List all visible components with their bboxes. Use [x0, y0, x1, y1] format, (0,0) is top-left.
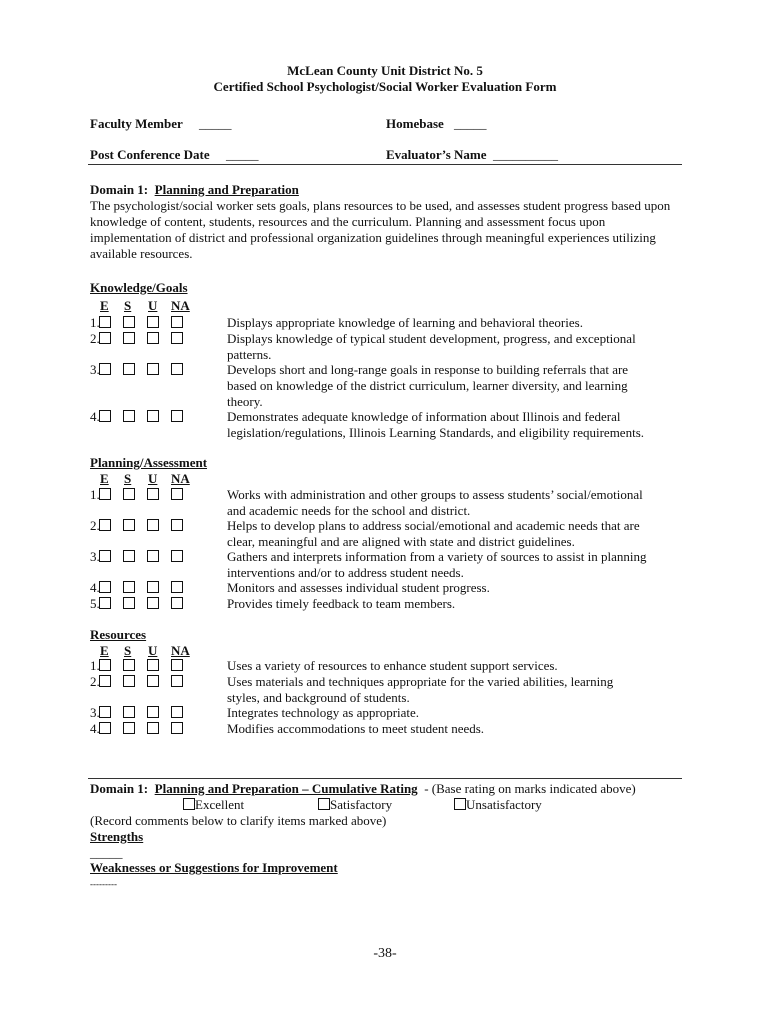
- domain-heading: [90, 182, 299, 198]
- criterion-text: Provides timely feedback to team members.: [227, 596, 456, 611]
- checkbox-e[interactable]: [99, 550, 111, 562]
- checkbox-e[interactable]: [99, 410, 111, 422]
- criterion-text: Uses a variety of resources to enhance student support services.: [227, 658, 558, 673]
- checkbox-na[interactable]: [171, 550, 183, 562]
- checkbox-na[interactable]: [171, 659, 183, 671]
- form-title: Certified School Psychologist/Social Worker Evaluation Form: [213, 79, 557, 94]
- checkbox-u[interactable]: [147, 597, 159, 609]
- page-number: -38-: [373, 946, 397, 961]
- section-title-resources: Resources: [90, 627, 147, 642]
- strengths-field[interactable]: _____: [90, 845, 123, 860]
- checkbox-s[interactable]: [123, 488, 135, 500]
- section-title-planning-assessment: Planning/Assessment: [90, 455, 208, 470]
- checkbox-s[interactable]: [123, 597, 135, 609]
- rating-row: 3.: [90, 549, 195, 565]
- checkbox-na[interactable]: [171, 722, 183, 734]
- checkbox-u[interactable]: [147, 488, 159, 500]
- criterion-text: Develops short and long-range goals in response to building referrals that are based on knowledge of the district curriculum, learner diversity, and learning theory.: [227, 362, 629, 409]
- weaknesses-field[interactable]: ---------: [90, 879, 117, 889]
- domain-prefix: Domain 1:: [90, 182, 149, 197]
- checkbox-s[interactable]: [123, 659, 135, 671]
- criterion-text: Modifies accommodations to meet student needs.: [227, 721, 485, 736]
- cumulative-title: Planning and Preparation – Cumulative Rating: [154, 781, 418, 796]
- checkbox-na[interactable]: [171, 706, 183, 718]
- checkbox-na[interactable]: [171, 332, 183, 344]
- rating-row: 4.: [90, 580, 195, 596]
- checkbox-s[interactable]: [123, 519, 135, 531]
- col-e: E: [100, 298, 109, 313]
- option-satisfactory[interactable]: [318, 797, 392, 813]
- rating-column-headers: [100, 298, 190, 314]
- checkbox-u[interactable]: [147, 332, 159, 344]
- checkbox-unsatisfactory[interactable]: [454, 798, 466, 810]
- criterion-text: Displays appropriate knowledge of learning and behavioral theories.: [227, 315, 583, 330]
- checkbox-e[interactable]: [99, 597, 111, 609]
- checkbox-u[interactable]: [147, 659, 159, 671]
- checkbox-e[interactable]: [99, 363, 111, 375]
- checkbox-s[interactable]: [123, 706, 135, 718]
- checkbox-e[interactable]: [99, 581, 111, 593]
- checkbox-excellent[interactable]: [183, 798, 195, 810]
- district-title: McLean County Unit District No. 5: [287, 63, 483, 78]
- criterion-text: Demonstrates adequate knowledge of information about Illinois and federal legislation/regulations, Illinois Learning Standards, and eligibility requirements.: [227, 409, 644, 440]
- strengths-label: Strengths: [90, 829, 144, 844]
- rating-row: 2.: [90, 518, 195, 534]
- checkbox-na[interactable]: [171, 675, 183, 687]
- checkbox-na[interactable]: [171, 581, 183, 593]
- domain-description: The psychologist/social worker sets goals, plans resources to be used, and assesses student progress based upon knowledge of content, students, resources and the curriculum. Planning and assessment focus upon implementation of district and professional organization guidelines through meaningful experiences utilizing available resources.: [90, 198, 671, 261]
- option-excellent[interactable]: [183, 797, 244, 813]
- checkbox-e[interactable]: [99, 488, 111, 500]
- rating-row: 2.: [90, 331, 195, 347]
- checkbox-u[interactable]: [147, 581, 159, 593]
- criterion-text: Uses materials and techniques appropriate for the varied abilities, learning styles, and background of students.: [227, 674, 614, 705]
- homebase-field[interactable]: _____: [454, 116, 487, 131]
- rating-row: 5.: [90, 596, 195, 612]
- rating-row: 1.: [90, 315, 195, 331]
- rating-column-headers: E S U NA: [100, 471, 190, 486]
- domain-title: Planning and Preparation: [154, 182, 299, 197]
- rating-row: 1.: [90, 487, 195, 503]
- cumulative-divider: [88, 778, 682, 779]
- checkbox-s[interactable]: [123, 410, 135, 422]
- checkbox-e[interactable]: [99, 659, 111, 671]
- checkbox-na[interactable]: [171, 363, 183, 375]
- rating-row: 2.: [90, 674, 195, 690]
- checkbox-u[interactable]: [147, 363, 159, 375]
- checkbox-na[interactable]: [171, 410, 183, 422]
- faculty-member-label: Faculty Member: [90, 116, 183, 131]
- post-conference-label: Post Conference Date: [90, 147, 210, 162]
- header-divider: [88, 164, 682, 165]
- rating-column-headers: E S U NA: [100, 643, 190, 658]
- checkbox-s[interactable]: [123, 316, 135, 328]
- checkbox-s[interactable]: [123, 332, 135, 344]
- section-title-knowledge-goals: Knowledge/Goals: [90, 280, 188, 295]
- rating-row: 1.: [90, 658, 195, 674]
- checkbox-na[interactable]: [171, 316, 183, 328]
- checkbox-u[interactable]: [147, 550, 159, 562]
- cumulative-heading: [90, 781, 636, 797]
- col-u: U: [148, 298, 158, 313]
- checkbox-s[interactable]: [123, 550, 135, 562]
- option-label: Satisfactory: [330, 797, 393, 812]
- checkbox-s[interactable]: [123, 363, 135, 375]
- cumulative-prefix: Domain 1:: [90, 781, 149, 796]
- col-na: NA: [171, 298, 190, 313]
- evaluator-name-label: Evaluator’s Name: [386, 147, 487, 162]
- checkbox-s[interactable]: [123, 675, 135, 687]
- checkbox-satisfactory[interactable]: [318, 798, 330, 810]
- homebase-label: Homebase: [386, 116, 444, 131]
- post-conference-field[interactable]: _____: [226, 147, 259, 162]
- checkbox-s[interactable]: [123, 581, 135, 593]
- checkbox-na[interactable]: [171, 488, 183, 500]
- criterion-text: Integrates technology as appropriate.: [227, 705, 420, 720]
- checkbox-u[interactable]: [147, 706, 159, 718]
- checkbox-e[interactable]: [99, 519, 111, 531]
- evaluator-name-field[interactable]: __________: [493, 147, 558, 162]
- criterion-text: Monitors and assesses individual student progress.: [227, 580, 490, 595]
- checkbox-s[interactable]: [123, 722, 135, 734]
- checkbox-e[interactable]: [99, 316, 111, 328]
- criterion-text: Works with administration and other groups to assess students’ social/emotional and academic needs for the school and district.: [227, 487, 643, 518]
- rating-row: 4.: [90, 721, 195, 737]
- checkbox-u[interactable]: [147, 316, 159, 328]
- checkbox-na[interactable]: [171, 519, 183, 531]
- checkbox-na[interactable]: [171, 597, 183, 609]
- criterion-text: Helps to develop plans to address social/emotional and academic needs that are clear, meaningful and are aligned with state and district guidelines.: [227, 518, 640, 549]
- checkbox-u[interactable]: [147, 722, 159, 734]
- checkbox-e[interactable]: [99, 706, 111, 718]
- criterion-text: Displays knowledge of typical student development, progress, and exceptional patterns.: [227, 331, 636, 362]
- criterion-text: Gathers and interprets information from a variety of sources to assist in planning interventions and/or to address student needs.: [227, 549, 647, 580]
- option-unsatisfactory[interactable]: [454, 797, 542, 813]
- checkbox-e[interactable]: [99, 332, 111, 344]
- option-label: Excellent: [195, 797, 245, 812]
- rating-row: 4.: [90, 409, 195, 425]
- checkbox-e[interactable]: [99, 722, 111, 734]
- cumulative-note: - (Base rating on marks indicated above): [424, 781, 636, 796]
- col-s: S: [124, 298, 132, 313]
- faculty-member-field[interactable]: _____: [199, 116, 232, 131]
- checkbox-e[interactable]: [99, 675, 111, 687]
- checkbox-u[interactable]: [147, 519, 159, 531]
- checkbox-u[interactable]: [147, 675, 159, 687]
- weaknesses-label: Weaknesses or Suggestions for Improvement: [90, 860, 338, 875]
- rating-row: 3.: [90, 705, 195, 721]
- checkbox-u[interactable]: [147, 410, 159, 422]
- rating-row: 3.: [90, 362, 195, 378]
- option-label: Unsatisfactory: [466, 797, 542, 812]
- record-comments-note: (Record comments below to clarify items marked above): [90, 813, 387, 828]
